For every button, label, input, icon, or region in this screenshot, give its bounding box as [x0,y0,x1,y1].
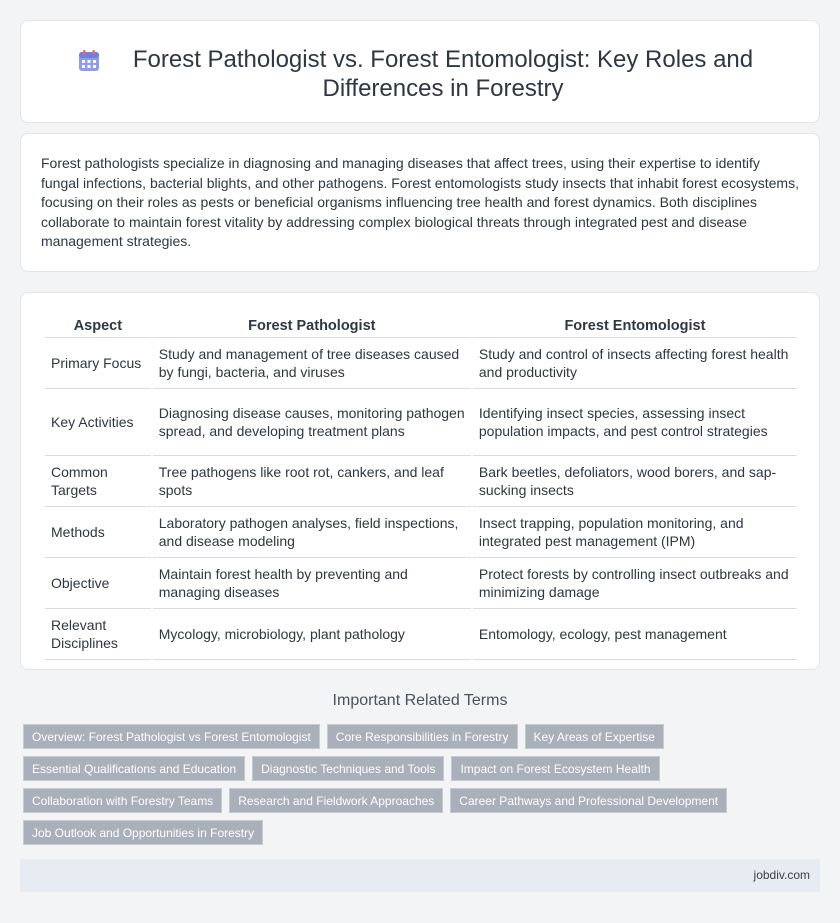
calendar-icon [77,49,101,73]
related-term-tag[interactable]: Impact on Forest Ecosystem Health [451,756,659,781]
related-term-tag[interactable]: Core Responsibilities in Forestry [327,724,518,749]
comparison-table-card [20,292,820,670]
related-term-tag[interactable]: Diagnostic Techniques and Tools [252,756,444,781]
row-entomologist-cell: Insect trapping, population monitoring, and integrated pest management (IPM) [473,507,797,558]
related-term-tag[interactable]: Research and Fieldwork Approaches [229,788,443,813]
table-row [45,609,797,660]
intro-paragraph: Forest pathologists specialize in diagnosing and managing diseases that affect trees, using their expertise to identify fungal infections, bacterial blights, and other pathogens. Forest entomologists study insects that inhabit forest ecosystems, focusing on their roles as pests or beneficial organisms influencing tree health and forest dynamics. Both disciplines collaborate to maintain forest vitality by addressing complex biological threats through integrated pest and disease management strategies. [41,155,799,249]
comparison-table [43,311,799,660]
row-entomologist-cell: Identifying insect species, assessing insect population impacts, and pest control strategies [473,389,797,456]
header-forest-pathologist: Forest Pathologist [153,311,471,338]
related-terms-list [23,724,823,852]
page-title: Forest Pathologist vs. Forest Entomologist: Key Roles and Differences in Forestry [132,46,754,102]
table-row [45,558,797,609]
row-pathologist-cell: Diagnosing disease causes, monitoring pathogen spread, and developing treatment plans [153,389,471,456]
header-card [20,20,820,123]
row-aspect: Common Targets [45,456,151,507]
row-pathologist-cell: Study and management of tree diseases caused by fungi, bacteria, and viruses [153,338,471,389]
row-pathologist-cell: Tree pathogens like root rot, cankers, and leaf spots [153,456,471,507]
table-row [45,456,797,507]
row-entomologist-cell: Bark beetles, defoliators, wood borers, and sap-sucking insects [473,456,797,507]
row-entomologist-cell: Study and control of insects affecting forest health and productivity [473,338,797,389]
table-header-row [45,311,797,338]
table-row [45,338,797,389]
related-term-tag[interactable]: Essential Qualifications and Education [23,756,245,781]
related-term-tag[interactable]: Key Areas of Expertise [525,724,664,749]
row-aspect: Primary Focus [45,338,151,389]
row-pathologist-cell: Mycology, microbiology, plant pathology [153,609,471,660]
table-row [45,507,797,558]
row-aspect: Objective [45,558,151,609]
header-forest-entomologist: Forest Entomologist [473,311,797,338]
table-row [45,389,797,456]
related-term-tag[interactable]: Collaboration with Forestry Teams [23,788,222,813]
row-entomologist-cell: Protect forests by controlling insect outbreaks and minimizing damage [473,558,797,609]
row-pathologist-cell: Laboratory pathogen analyses, field inspections, and disease modeling [153,507,471,558]
row-entomologist-cell: Entomology, ecology, pest management [473,609,797,660]
related-term-tag[interactable]: Career Pathways and Professional Development [450,788,727,813]
row-aspect: Relevant Disciplines [45,609,151,660]
header-aspect: Aspect [45,311,151,338]
related-term-tag[interactable]: Overview: Forest Pathologist vs Forest Entomologist [23,724,320,749]
row-aspect: Methods [45,507,151,558]
related-terms-title: Important Related Terms [332,692,508,709]
footer-site-link[interactable]: jobdiv.com [753,868,810,882]
row-pathologist-cell: Maintain forest health by preventing and managing diseases [153,558,471,609]
intro-card [20,133,820,272]
footer [20,859,820,892]
row-aspect: Key Activities [45,389,151,456]
related-term-tag[interactable]: Job Outlook and Opportunities in Forestry [23,820,263,845]
